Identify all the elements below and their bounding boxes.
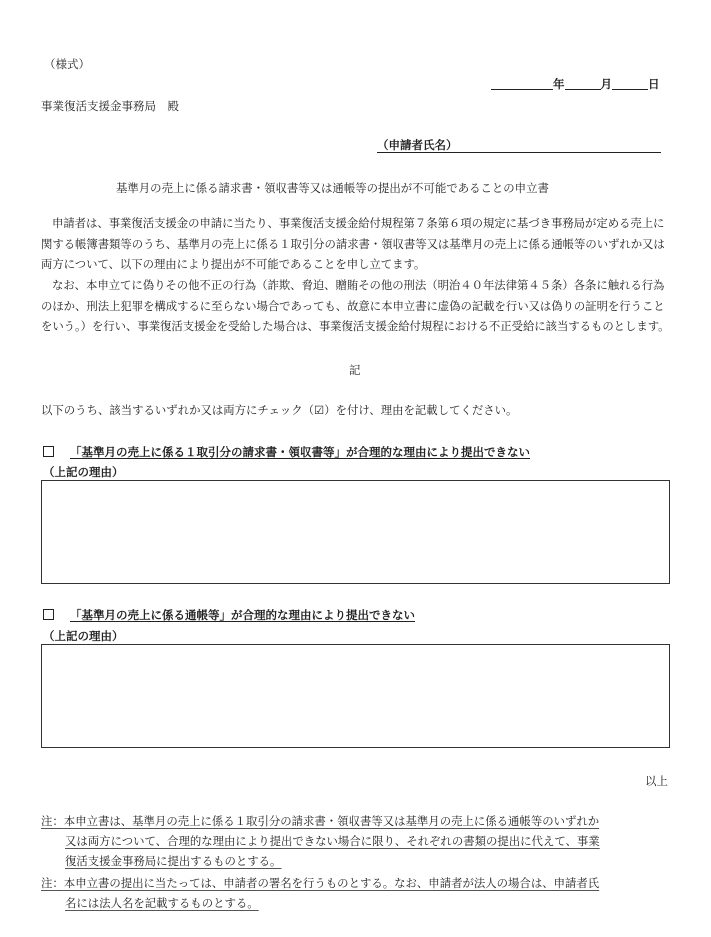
item-1-label: 「基準月の売上に係る１取引分の請求書・領収書等」が合理的な理由により提出できない: [70, 445, 530, 459]
note-1: 注：本申立書は、基準月の売上に係る１取引分の請求書・領収書等又は基準月の売上に係る通帳等のいずれか 又は両方について、合理的な理由により提出できない場合に限り、それぞれの書類の提出に代えて、事業 復活支援金事務局に提出するものとする。: [41, 814, 600, 868]
checkbox-item-1[interactable]: [43, 444, 530, 460]
item-2-label: 「基準月の売上に係る通帳等」が合理的な理由により提出できない: [70, 608, 415, 622]
item-1-reason-label: （上記の理由）: [43, 465, 124, 479]
instruction-text: 以下のうち、該当するいずれか又は両方にチェック（☑）を付け、理由を記載してください。: [41, 403, 518, 417]
date-line: [491, 76, 660, 92]
ijou-label: 以上: [645, 774, 668, 788]
item-2-reason-label: （上記の理由）: [43, 629, 124, 643]
body-paragraph-1: 申請者は、事業復活支援金の申請に当たり、事業復活支援金給付規程第７条第６項の規定に基づき事務局が定める売上に関する帳簿書類等のうち、基準月の売上に係る１取引分の請求書・領収書等又は基準月の売上に係る通帳等のいずれか又は両方について、以下の理由により提出が不可能であることを申し立てます。: [41, 216, 665, 272]
reason-box-2[interactable]: [41, 644, 670, 748]
checkbox-item-2[interactable]: [43, 607, 415, 623]
checkbox-1[interactable]: [43, 446, 54, 457]
form-label: （様式）: [44, 57, 90, 71]
month-label: 月: [600, 77, 612, 91]
checkbox-2[interactable]: [43, 609, 54, 620]
ki-label: 記: [349, 363, 361, 377]
document-title: 基準月の売上に係る請求書・領収書等又は通帳等の提出が不可能であることの申立書: [116, 181, 549, 195]
year-blank[interactable]: [491, 77, 553, 90]
month-blank[interactable]: [565, 77, 601, 90]
day-label: 日: [648, 77, 660, 91]
body-paragraph-2: なお、本申立てに偽りその他不正の行為（詐欺、脅迫、贈賄その他の刑法（明治４０年法律第４５条）各条に触れる行為のほか、刑法上犯罪を構成するに至らない場合であっても、故意に本申立書に虚偽の記載を行い又は偽りの証明を行うことをいう。）を行い、事業復活支援金を受給した場合は、事業復活支援金給付規程における不正受給に該当するものとします。: [41, 278, 670, 334]
day-blank[interactable]: [612, 77, 648, 90]
applicant-label: （申請者氏名）: [377, 138, 458, 152]
applicant-name-field[interactable]: [377, 137, 661, 154]
year-label: 年: [553, 77, 565, 91]
addressee: 事業復活支援金事務局 殿: [41, 99, 179, 113]
reason-box-1[interactable]: [41, 480, 670, 584]
note-2: 注：本申立書の提出に当たっては、申請者の署名を行うものとする。なお、申請者が法人の場合は、申請者氏 名には法人名を記載するものとする。: [41, 876, 600, 910]
